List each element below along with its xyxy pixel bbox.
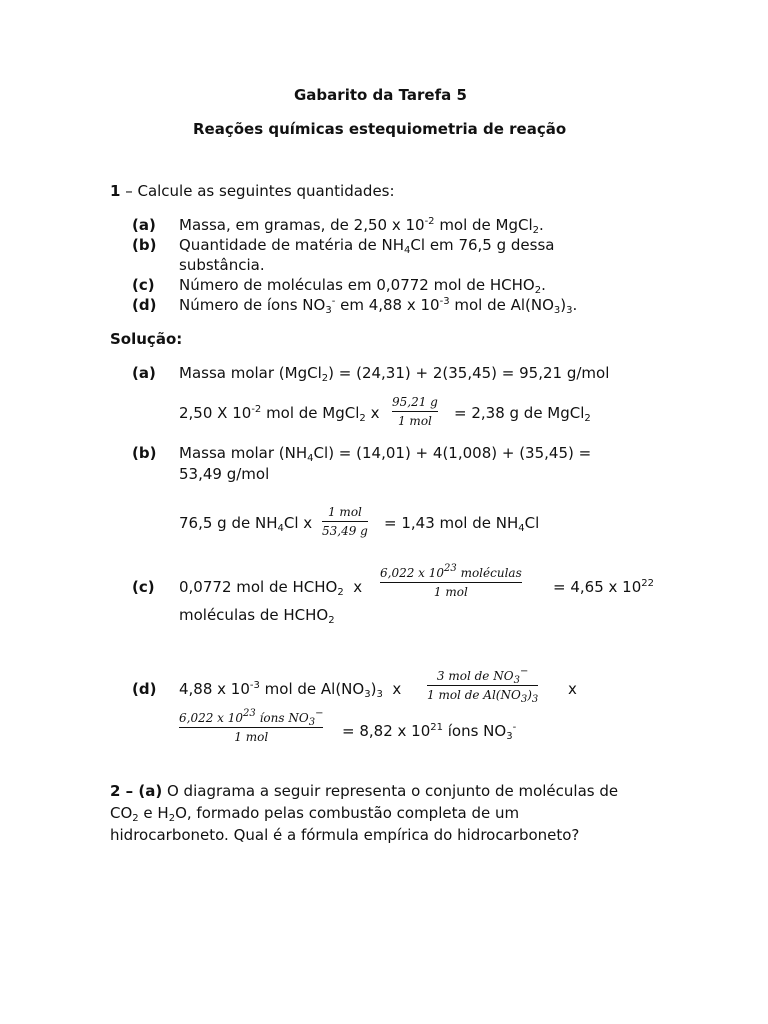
solution-c-line-left: 0,0772 mol de $HCHO_2$ x [179,578,363,598]
solution-heading: Solução: [110,330,183,348]
q1-item-d-text: Número de íons $NO_3^-$ em 4,88 x $10^{-3}$ mol de $Al(NO_3)_3$. [179,296,578,316]
solution-c-fraction-denominator: 1 mol [433,585,468,599]
solution-d-label: (d) [132,680,157,698]
question-2-line2: $CO_2$ e $H_2O$, formado pelas combustão completa de um [110,804,520,824]
solution-a-fraction-numerator: 95,21 g [392,395,438,409]
q1-item-d-label: (d) [132,296,157,314]
solution-a-fraction [392,396,438,427]
document-subtitle: Reações químicas estequiometria de reação [193,120,567,138]
solution-d-fraction-2-denominator: 1 mol [234,730,269,744]
fraction-bar [322,521,368,522]
solution-a-label: (a) [132,364,156,382]
q1-item-a-text: Massa, em gramas, de 2,50 x $10^{-2}$ mol de MgCl$_2$. [179,216,544,236]
question-2-line1 [110,784,618,799]
question-2-text-1: O diagrama a seguir representa o conjunto de moléculas de [162,782,619,800]
q1-item-c-text: Número de moléculas em 0,0772 mol de $HCHO_2$. [179,276,546,296]
solution-b-fraction-numerator: 1 mol [327,505,362,519]
solution-a-line2-left: 2,50 X $10^{-2}$ mol de MgCl$_2$ x [179,404,380,424]
solution-d-times: x [568,680,577,698]
question-1-number: 1 [110,182,121,200]
document-title: Gabarito da Tarefa 5 [294,86,467,104]
q1-item-a-label: (a) [132,216,156,234]
solution-c-label: (c) [132,578,155,596]
solution-b-line2-left: 76,5 g de $NH_4Cl$ x [179,514,313,534]
solution-a-fraction-denominator: 1 mol [397,414,432,428]
solution-b-fraction-denominator: 53,49 g [322,524,368,538]
solution-b-fraction [322,506,368,537]
question-1-intro: – Calcule as seguintes quantidades: [120,182,395,200]
q1-item-b-text-cont: substância. [179,256,265,274]
q1-item-b-text: Quantidade de matéria de $NH_4Cl$ em 76,5 g dessa [179,236,555,256]
solution-a-line2-right: = 2,38 g de MgCl$_2$ [454,404,591,424]
fraction-bar [179,727,323,728]
solution-b-line1: Massa molar $(NH_4Cl) = (14,01) + 4(1,008) + (35,45)$ = [179,444,592,464]
question-2-line3: hidrocarboneto. Qual é a fórmula empírica do hidrocarboneto? [110,826,580,844]
solution-c-line-right: = 4,65 x $10^{22}$ [553,578,654,596]
solution-b-line2-right: = 1,43 mol de $NH_4Cl$ [384,514,540,534]
solution-d-fraction-2-numerator: 6,022 x $10^{23}$ íons $NO_3^-$ [179,708,324,728]
question-2-number: 2 – (a) [110,782,163,800]
solution-c-fraction-numerator: 6,022 x $10^{23}$ moléculas [380,563,522,580]
solution-a-line1: Massa molar (MgCl$_2$) = (24,31) + 2(35,45) = 95,21 g/mol [179,364,610,384]
solution-c-line2: moléculas de $HCHO_2$ [179,606,335,626]
solution-d-fraction-1-numerator: 3 mol de $NO_3^-$ [436,666,529,686]
solution-b-label: (b) [132,444,157,462]
fraction-bar [392,411,438,412]
solution-d-fraction-1-denominator: 1 mol de $Al(NO_3)_3$ [427,688,539,705]
fraction-bar [380,582,522,583]
question-1-heading [110,184,395,199]
solution-b-line1-cont: 53,49 g/mol [179,465,270,483]
solution-d-line-right: = 8,82 x $10^{21}$ íons $NO_3^-$ [342,722,517,742]
solution-d-fraction-1 [427,666,539,705]
q1-item-b-label: (b) [132,236,157,254]
solution-d-line-left: 4,88 x $10^{-3}$ mol de $Al(NO_3)_3$ x [179,680,402,700]
solution-c-fraction [380,563,522,599]
solution-d-fraction-2 [179,708,324,744]
fraction-bar [427,685,538,686]
q1-item-c-label: (c) [132,276,155,294]
